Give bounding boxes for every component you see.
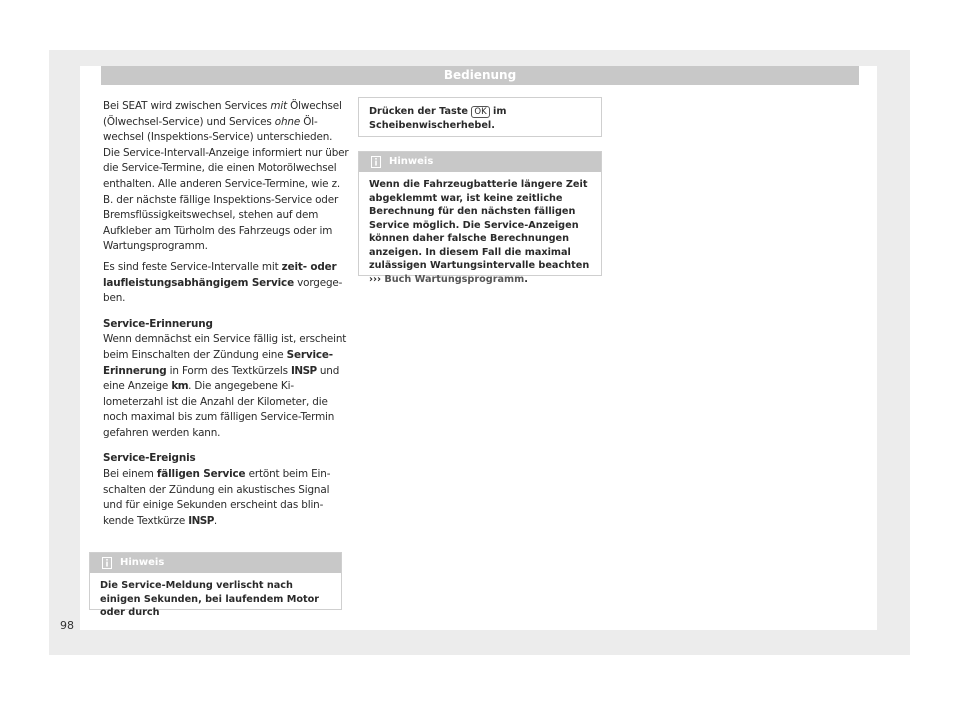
note-text: Wenn die Fahrzeugbatterie längere Zeit abgeklemmt war, ist keine zeitliche Berechnung für den nächsten fälligen Service möglich. Die Service-Anzeigen können daher falsche Berechnungen anzeigen. In diesem Fall die maximal zulässigen Wartungsintervalle beachten ››› Buch Wartungsprogramm. xyxy=(369,179,590,285)
left-column xyxy=(103,99,349,534)
note-text: Die Service-Meldung verlischt nach einigen Sekunden, bei laufendem Motor oder durch xyxy=(100,580,320,618)
insp-symbol: INSP xyxy=(291,364,317,377)
insp-symbol: INSP xyxy=(188,514,214,527)
ok-key-symbol: OK xyxy=(471,106,489,118)
note-title: Hinweis xyxy=(389,156,434,167)
page-number: 98 xyxy=(60,619,74,632)
heading-service-reminder: Service-Erinnerung xyxy=(103,317,213,330)
instruction-text: Drücken der Taste OK im Scheibenwischerhebel. xyxy=(369,106,507,131)
section-header: Bedienung xyxy=(101,66,859,85)
paragraph-intro: Bei SEAT wird zwischen Services mit Ölwechsel (Ölwechsel-Service) und Services ohne Ölwechsel (Inspektions-Service) unterschieden. Die Service-Intervall-Anzeige informiert nur über die Service-Termine, die einen Motorölwechsel enthalten. Alle anderen Service-Termine, wie z. B. der nächste fällige Inspektions-Service oder Bremsflüssigkeitswechsel, stehen auf dem Aufkleber am Türholm des Fahrzeugs oder im Wartungsprogramm. xyxy=(103,100,349,253)
note-title: Hinweis xyxy=(120,557,165,568)
reference-arrow: ››› xyxy=(369,273,381,285)
note-header xyxy=(90,553,341,573)
heading-service-event: Service-Ereignis xyxy=(103,452,196,465)
note-box-battery xyxy=(358,151,602,285)
paragraph-intervals: Es sind feste Service-Intervalle mit zeit- oder laufleistungsabhängigem Service vorgegeben. xyxy=(103,260,343,305)
note-header xyxy=(359,152,601,172)
info-icon xyxy=(102,557,112,569)
continued-instruction-box xyxy=(358,97,602,137)
paragraph-event: Bei einem fälligen Service ertönt beim Einschalten der Zündung ein akustisches Signal und für einige Sekunden erscheint das blinkende Textkürze INSP. xyxy=(103,468,331,527)
note-box-service-message xyxy=(89,552,342,618)
reference-link[interactable]: Buch Wartungsprogramm xyxy=(380,273,525,285)
info-icon xyxy=(371,156,381,168)
km-symbol: km xyxy=(171,380,189,393)
paragraph-reminder: Wenn demnächst ein Service fällig ist, erscheint beim Einschalten der Zündung eine Service-Erinnerung in Form des Textkürzels INSP und eine Anzeige km. Die angegebene Kilometerzahl ist die Anzahl der Kilometer, die noch maximal bis zum fälligen Service-Termin gefahren werden kann. xyxy=(103,333,347,439)
